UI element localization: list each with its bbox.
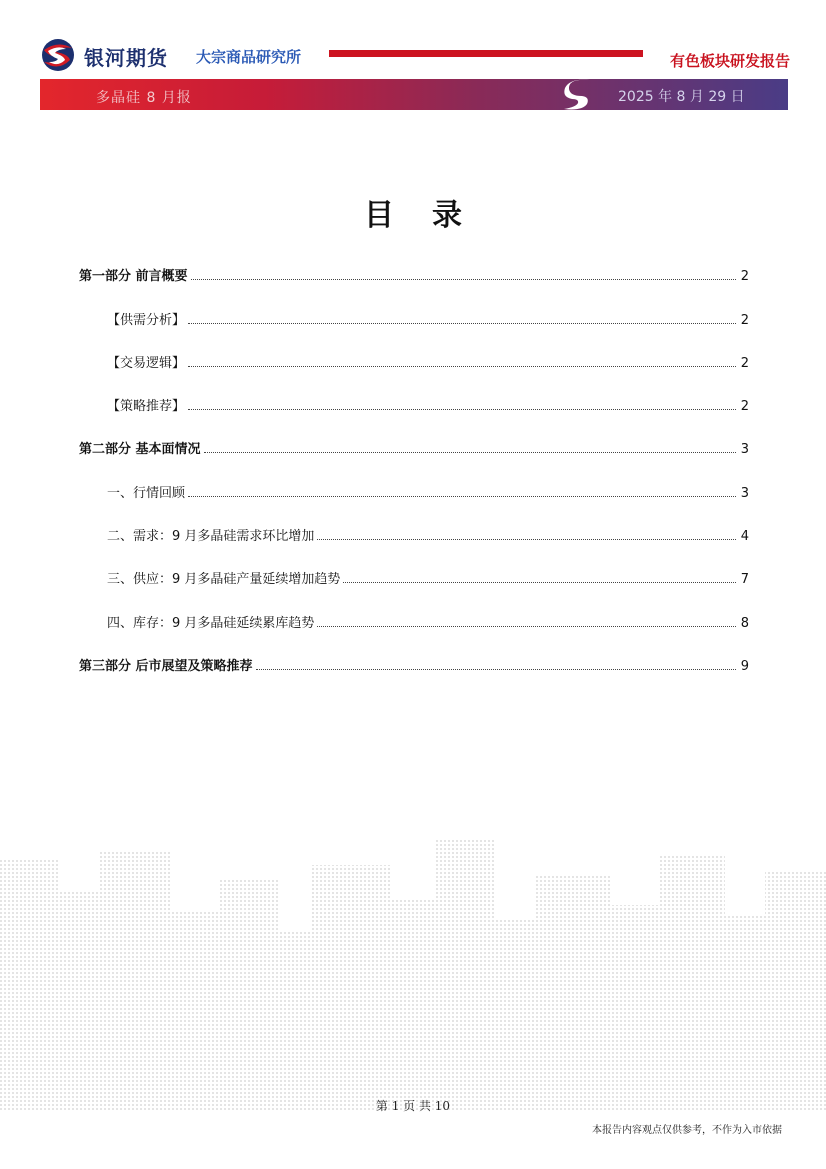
toc-page-number: 4	[740, 529, 749, 544]
toc-page-number: 7	[740, 572, 749, 587]
report-title: 多晶硅 8 月报	[96, 90, 192, 106]
institute-name: 大宗商品研究所	[196, 48, 302, 66]
report-date: 2025 年 8 月 29 日	[618, 89, 745, 105]
toc-entry-text: 【交易逻辑】	[107, 356, 186, 371]
header-red-line	[329, 50, 643, 57]
toc-entry-text: 三、供应：9 月多晶硅产量延续增加趋势	[107, 572, 341, 587]
toc-leader	[343, 581, 736, 583]
toc-entry-text: 第三部分 后市展望及策略推荐	[79, 659, 253, 674]
toc-title: 目录	[364, 198, 500, 233]
toc-entry-trading-logic[interactable]	[107, 352, 749, 372]
page-number: 第 1 页 共 10	[375, 1099, 451, 1113]
toc-page-number: 2	[740, 356, 749, 371]
toc-leader	[317, 538, 736, 540]
toc-leader	[204, 451, 736, 453]
toc-entry-text: 【策略推荐】	[107, 399, 186, 414]
toc-entry-text: 【供需分析】	[107, 313, 186, 328]
toc-entry-text: 第二部分 基本面情况	[79, 442, 201, 457]
toc-page-number: 9	[740, 659, 749, 674]
toc-entry-part2[interactable]	[79, 438, 749, 458]
toc-entry-text: 四、库存：9 月多晶硅延续累库趋势	[107, 616, 315, 631]
toc-entry-market-review[interactable]	[107, 482, 749, 502]
toc-leader	[256, 668, 736, 670]
toc-entry-supply[interactable]	[107, 568, 749, 588]
toc-entry-inventory[interactable]	[107, 612, 749, 632]
toc-leader	[191, 278, 736, 280]
toc-entry-text: 一、行情回顾	[107, 486, 186, 501]
s-mark-icon	[560, 76, 596, 113]
company-logo-icon	[38, 38, 78, 72]
toc-entry-text: 二、需求：9 月多晶硅需求环比增加	[107, 529, 315, 544]
toc-entry-part3[interactable]	[79, 655, 749, 675]
toc-leader	[188, 408, 736, 410]
toc-leader	[188, 495, 736, 497]
toc-page-number: 2	[740, 313, 749, 328]
toc-entry-text: 第一部分 前言概要	[79, 269, 188, 284]
toc-page-number: 8	[740, 616, 749, 631]
toc-page-number: 2	[740, 399, 749, 414]
toc-leader	[188, 365, 736, 367]
sector-title: 有色板块研发报告	[669, 52, 790, 70]
toc-entry-part1[interactable]	[79, 265, 749, 285]
toc-page-number: 3	[740, 442, 749, 457]
toc-entry-strategy[interactable]	[107, 395, 749, 415]
toc-entry-supply-demand[interactable]	[107, 309, 749, 329]
toc-entry-demand[interactable]	[107, 525, 749, 545]
toc-leader	[188, 322, 736, 324]
toc-leader	[317, 625, 736, 627]
disclaimer: 本报告内容观点仅供参考，不作为入市依据	[592, 1125, 782, 1136]
toc-page-number: 3	[740, 486, 749, 501]
city-skyline-watermark	[0, 820, 826, 1110]
company-name: 银河期货	[84, 46, 168, 70]
toc-page-number: 2	[740, 269, 749, 284]
